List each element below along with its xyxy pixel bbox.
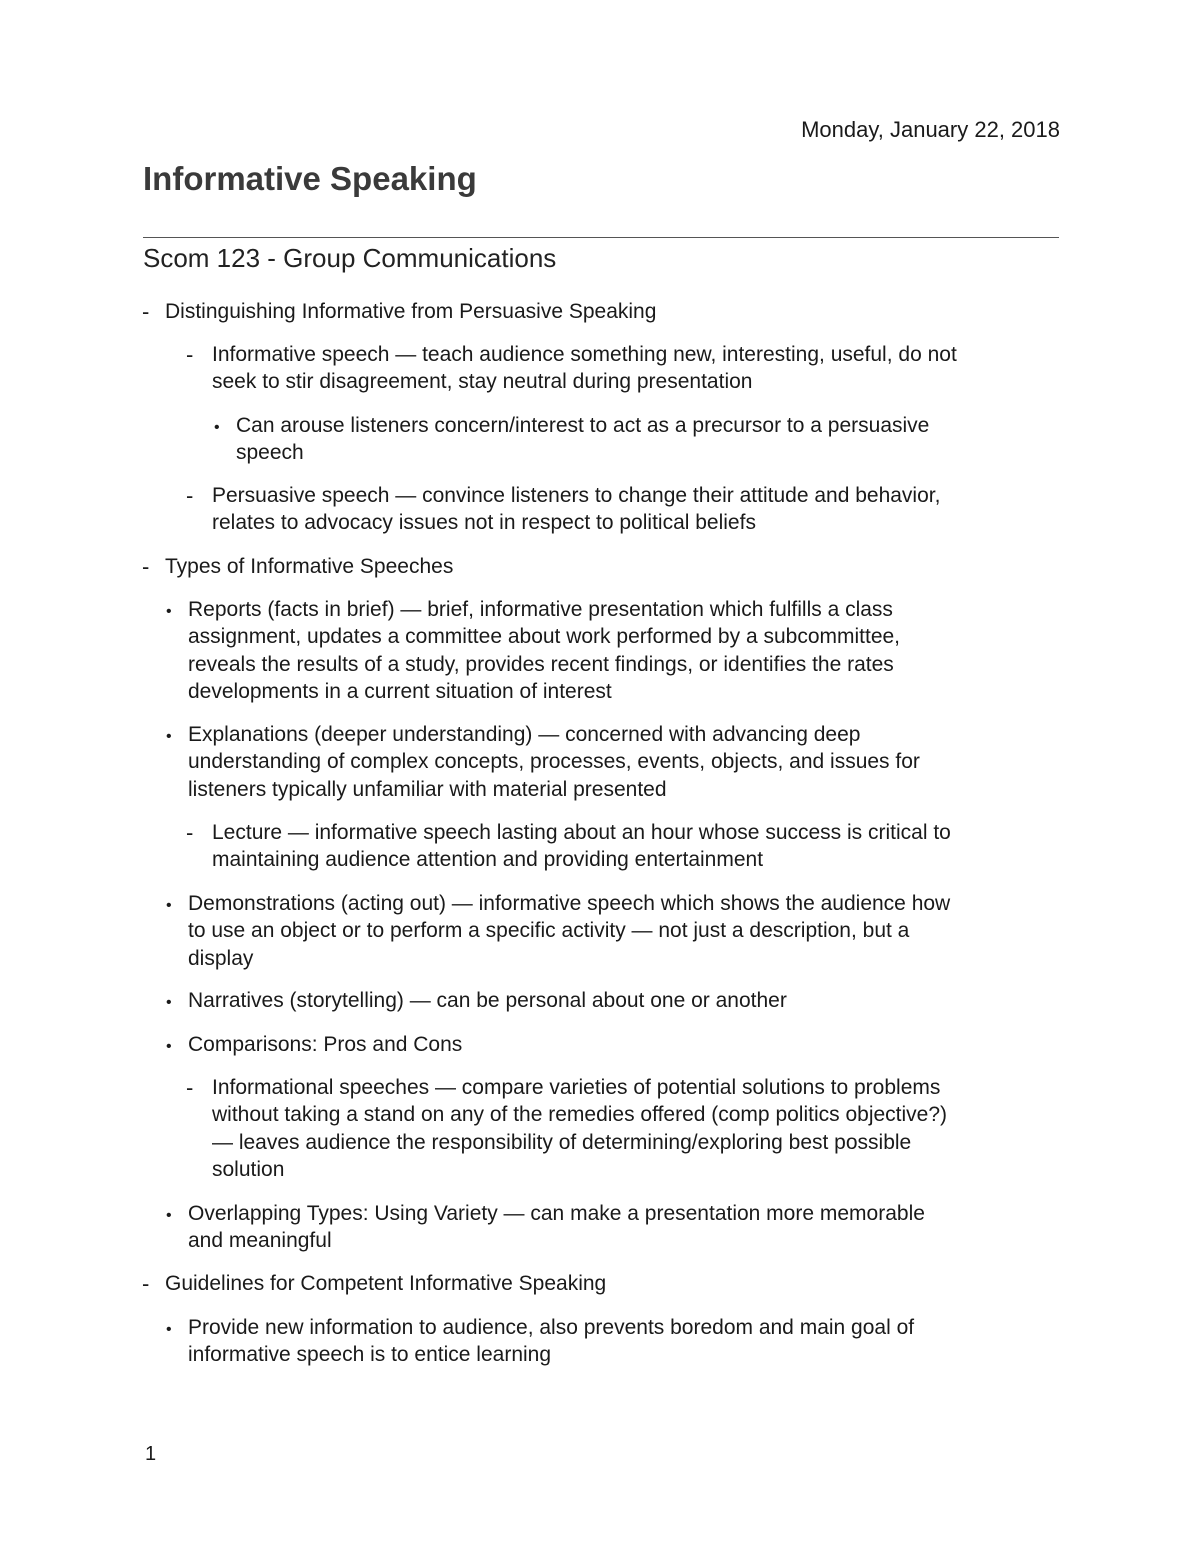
list-marker: -: [186, 342, 194, 367]
list-marker: •: [166, 994, 172, 1011]
list-item: - Types of Informative Speeches: [142, 554, 454, 579]
list-item: - Informative speech — teach audience something new, interesting, useful, do not seek to stir disagreement, stay neutral during presentation: [186, 342, 957, 394]
list-marker: -: [186, 483, 194, 508]
list-marker: •: [166, 1038, 172, 1055]
list-marker: •: [166, 1321, 172, 1338]
document-title: Informative Speaking: [143, 160, 477, 197]
list-marker: •: [214, 419, 220, 436]
list-marker: -: [142, 299, 150, 324]
list-item: - Distinguishing Informative from Persuasive Speaking: [142, 299, 657, 324]
list-marker: -: [142, 1271, 150, 1296]
list-item: • Comparisons: Pros and Cons: [188, 1031, 462, 1058]
list-item: - Lecture — informative speech lasting about an hour whose success is critical to maintaining audience attention and providing entertainment: [186, 820, 951, 872]
title-divider: [143, 237, 1059, 238]
list-item: • Demonstrations (acting out) — informative speech which shows the audience how to use an object or to perform a specific activity — not just a description, but a display: [166, 892, 951, 970]
list-marker: -: [186, 1075, 194, 1100]
list-marker: •: [166, 1207, 172, 1224]
document-date: Monday, January 22, 2018: [801, 117, 1060, 142]
list-item: - Informational speeches — compare varieties of potential solutions to problems without taking a stand on any of the remedies offered (comp politics objective?) — leaves audience the responsibility of determining/exploring best possible solution: [186, 1075, 948, 1181]
page-number: 1: [145, 1443, 157, 1465]
list-item: • Provide new information to audience, also prevents boredom and main goal of informative speech is to entice learning: [166, 1316, 915, 1367]
list-item: • Explanations (deeper understanding) — concerned with advancing deep understanding of complex concepts, processes, events, objects, and issues for listeners typically unfamiliar with material presented: [166, 723, 920, 801]
list-item: • Reports (facts in brief) — brief, informative presentation which fulfills a class assignment, updates a committee about work performed by a subcommittee, reveals the results of a study, provides recent findings, or identifies the rates developments in a current situation of interest: [166, 598, 901, 703]
list-marker: •: [166, 897, 172, 914]
list-marker: -: [186, 820, 194, 845]
list-marker: -: [142, 554, 150, 579]
list-item: - Guidelines for Competent Informative Speaking: [142, 1271, 607, 1296]
document-subtitle: Scom 123 - Group Communications: [143, 243, 557, 273]
list-item: • Narratives (storytelling) — can be personal about one or another: [188, 987, 787, 1014]
list-marker: •: [166, 603, 172, 620]
list-item: - Persuasive speech — convince listeners to change their attitude and behavior, relates to advocacy issues not in respect to political beliefs: [186, 483, 941, 535]
list-item: • Overlapping Types: Using Variety — can make a presentation more memorable and meaningful: [166, 1202, 925, 1253]
list-marker: •: [166, 728, 172, 745]
list-item: • Can arouse listeners concern/interest to act as a precursor to a persuasive speech: [214, 414, 930, 465]
